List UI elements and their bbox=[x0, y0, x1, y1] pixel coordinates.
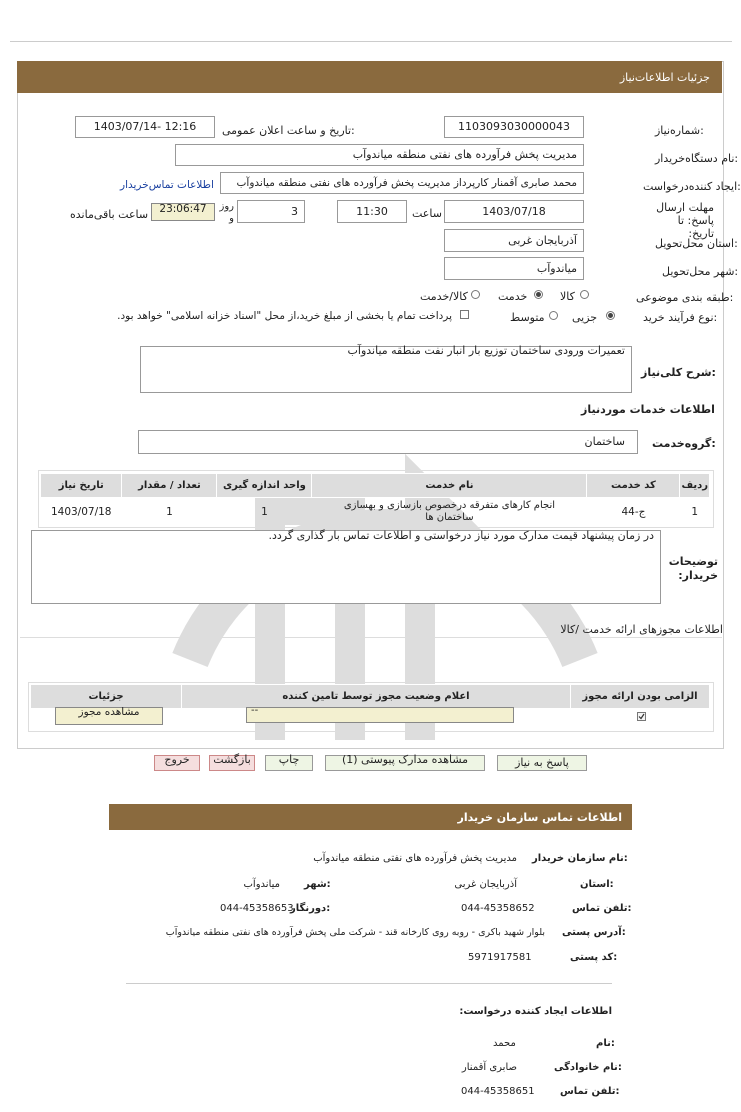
cell-date: 1403/07/18 bbox=[50, 506, 112, 518]
contact-city-label: شهر: bbox=[304, 879, 331, 890]
permit-required-checkbox bbox=[637, 712, 646, 721]
process-option-minor: جزیی bbox=[572, 311, 598, 324]
check-icon bbox=[638, 713, 645, 720]
contact-org-value: مدیریت پخش فرآورده های نفتی منطقه میاندوآب bbox=[313, 853, 517, 864]
summary-label: شرح کلی‌نیاز: bbox=[641, 366, 716, 379]
creator-family-value: صابری آقمنار bbox=[461, 1062, 517, 1073]
col-qty: تعداد / مقدار bbox=[122, 474, 217, 498]
deadline-days-field: 3 bbox=[237, 200, 305, 223]
creator-phone-value: 044-45358651 bbox=[461, 1086, 535, 1097]
requester-label: ایجاد کننده‌درخواست: bbox=[643, 180, 741, 193]
creator-section-title: اطلاعات ایجاد کننده درخواست: bbox=[459, 1006, 612, 1017]
contact-divider bbox=[126, 983, 612, 984]
print-button[interactable]: چاپ bbox=[265, 755, 313, 771]
deadline-time-label: ساعت bbox=[412, 207, 442, 220]
remaining-time-field: 23:06:47 bbox=[151, 203, 215, 221]
city-field: میاندوآب bbox=[444, 257, 584, 280]
deadline-time-field: 11:30 bbox=[337, 200, 407, 223]
reply-button[interactable]: پاسخ به نیاز bbox=[497, 755, 587, 771]
col-permit-required: الزامی بودن ارائه مجوز bbox=[571, 685, 710, 709]
contact-address-value: بلوار شهید باکری - روبه روی کارخانه قند - شرکت ملی پخش فرآورده های نفتی منطقه میاندوآب bbox=[165, 927, 545, 938]
buyer-notes-label: توضیحات خریدار: bbox=[668, 555, 718, 582]
announce-datetime-field: 1403/07/14- 12:16 bbox=[75, 116, 215, 138]
buyer-notes-field: در زمان پیشنهاد قیمت مدارک مورد نیاز درخواستی و اطلاعات تماس بار گذاری گردد. bbox=[31, 530, 661, 604]
creator-name-label: نام: bbox=[596, 1038, 615, 1049]
deadline-date-field: 1403/07/18 bbox=[444, 200, 584, 223]
cell-unit: 1 bbox=[261, 506, 268, 518]
need-number-field: 1103093030000043 bbox=[444, 116, 584, 138]
category-radio-both[interactable] bbox=[471, 290, 480, 299]
process-radio-medium[interactable] bbox=[549, 311, 558, 320]
cell-code: ج-44 bbox=[621, 506, 646, 518]
view-permit-button[interactable]: مشاهده مجوز bbox=[55, 707, 163, 725]
cell-qty: 1 bbox=[166, 506, 173, 518]
details-header bbox=[17, 61, 722, 93]
contact-province-value: آذربایجان غربی bbox=[454, 879, 517, 890]
process-option-medium: متوسط bbox=[510, 311, 545, 324]
treasury-payment-note: پرداخت تمام یا بخشی از مبلغ خرید،از محل "اسناد خزانه اسلامی" خواهد بود. bbox=[117, 310, 452, 322]
summary-field: تعمیرات ورودی ساختمان توزیع بار انبار نفت منطقه میاندوآب bbox=[140, 346, 632, 393]
permits-section-title: اطلاعات مجوزهای ارائه خدمت /کالا bbox=[560, 623, 723, 636]
cell-row: 1 bbox=[691, 506, 699, 518]
category-option-both: کالا/خدمت bbox=[420, 290, 468, 303]
creator-name-value: محمد bbox=[493, 1038, 516, 1049]
creator-phone-label: تلفن تماس: bbox=[560, 1086, 620, 1097]
services-section-title: اطلاعات خدمات موردنیاز bbox=[581, 403, 715, 416]
deadline-days-label: روز و bbox=[219, 201, 234, 224]
contact-fax-label: دورنگار: bbox=[290, 903, 331, 914]
category-option-goods: کالا bbox=[560, 290, 575, 303]
contact-phone-value: 044-45358652 bbox=[461, 903, 535, 914]
category-label: طبقه بندی موضوعی: bbox=[636, 291, 734, 304]
requester-field: محمد صابری آقمنار کارپرداز مدیریت پخش فرآورده های نفتی منطقه میاندوآب bbox=[220, 172, 584, 194]
city-label: شهر محل‌تحویل: bbox=[662, 265, 739, 278]
services-table bbox=[40, 473, 710, 526]
process-radio-minor[interactable] bbox=[606, 311, 615, 320]
contact-province-label: استان: bbox=[580, 879, 614, 890]
treasury-payment-checkbox[interactable] bbox=[460, 310, 469, 319]
category-radio-service[interactable] bbox=[534, 290, 543, 299]
col-row: ردیف bbox=[680, 474, 710, 498]
need-number-label: شماره‌نیاز: bbox=[655, 124, 704, 137]
table-row bbox=[41, 498, 710, 527]
province-label: استان محل‌تحویل: bbox=[655, 237, 738, 250]
col-name: نام خدمت bbox=[312, 474, 587, 498]
top-divider bbox=[10, 41, 732, 42]
col-unit: واحد اندازه گیری bbox=[217, 474, 312, 498]
permit-status-field[interactable]: -- bbox=[246, 707, 514, 723]
back-button[interactable]: بازگشت bbox=[209, 755, 255, 771]
category-radio-goods[interactable] bbox=[580, 290, 589, 299]
col-date: تاریخ نیاز bbox=[41, 474, 122, 498]
service-group-field: ساختمان bbox=[138, 430, 638, 454]
contact-header bbox=[109, 804, 632, 830]
cell-name: انجام کارهای متفرقه درخصوص بازسازی و بهسازی ساختمان ها bbox=[343, 500, 556, 523]
contact-postal-value: 5971917581 bbox=[468, 952, 532, 963]
contact-phone-label: تلفن تماس: bbox=[572, 903, 632, 914]
contact-org-label: نام سازمان خریدار: bbox=[532, 853, 628, 864]
creator-family-label: نام خانوادگی: bbox=[554, 1062, 622, 1073]
col-code: کد خدمت bbox=[587, 474, 680, 498]
service-group-label: گروه‌خدمت: bbox=[652, 437, 716, 450]
announce-datetime-label: تاریخ و ساعت اعلان عمومی: bbox=[222, 124, 355, 137]
province-field: آذربایجان غربی bbox=[444, 229, 584, 252]
col-permit-details: جزئیات bbox=[31, 685, 182, 709]
page-title: جزئیات اطلاعات‌نیاز bbox=[619, 71, 710, 84]
contact-city-value: میاندوآب bbox=[243, 879, 280, 890]
contact-title: اطلاعات تماس سازمان خریدار bbox=[457, 811, 622, 824]
attachments-button[interactable]: مشاهده مدارک پیوستی (1) bbox=[325, 755, 485, 771]
deadline-label: مهلت ارسال پاسخ: تا تاریخ: bbox=[656, 201, 714, 240]
buyer-contact-link[interactable]: اطلاعات تماس‌خریدار bbox=[120, 179, 214, 191]
col-permit-status: اعلام وضعیت مجوز توسط تامین کننده bbox=[182, 685, 571, 709]
permits-divider bbox=[20, 637, 722, 638]
exit-button[interactable]: خروج bbox=[154, 755, 200, 771]
process-label: نوع فرآیند خرید: bbox=[643, 311, 718, 324]
contact-address-label: آدرس پستی: bbox=[562, 927, 626, 938]
buyer-org-field: مدیریت پخش فرآورده های نفتی منطقه میاندوآب bbox=[175, 144, 584, 166]
remaining-time-label: ساعت باقی‌مانده bbox=[70, 208, 149, 221]
buyer-org-label: نام دستگاه‌خریدار: bbox=[655, 152, 739, 165]
contact-fax-value: 044-45358653 bbox=[220, 903, 294, 914]
category-option-service: خدمت bbox=[498, 290, 528, 303]
contact-postal-label: کد پستی: bbox=[570, 952, 618, 963]
